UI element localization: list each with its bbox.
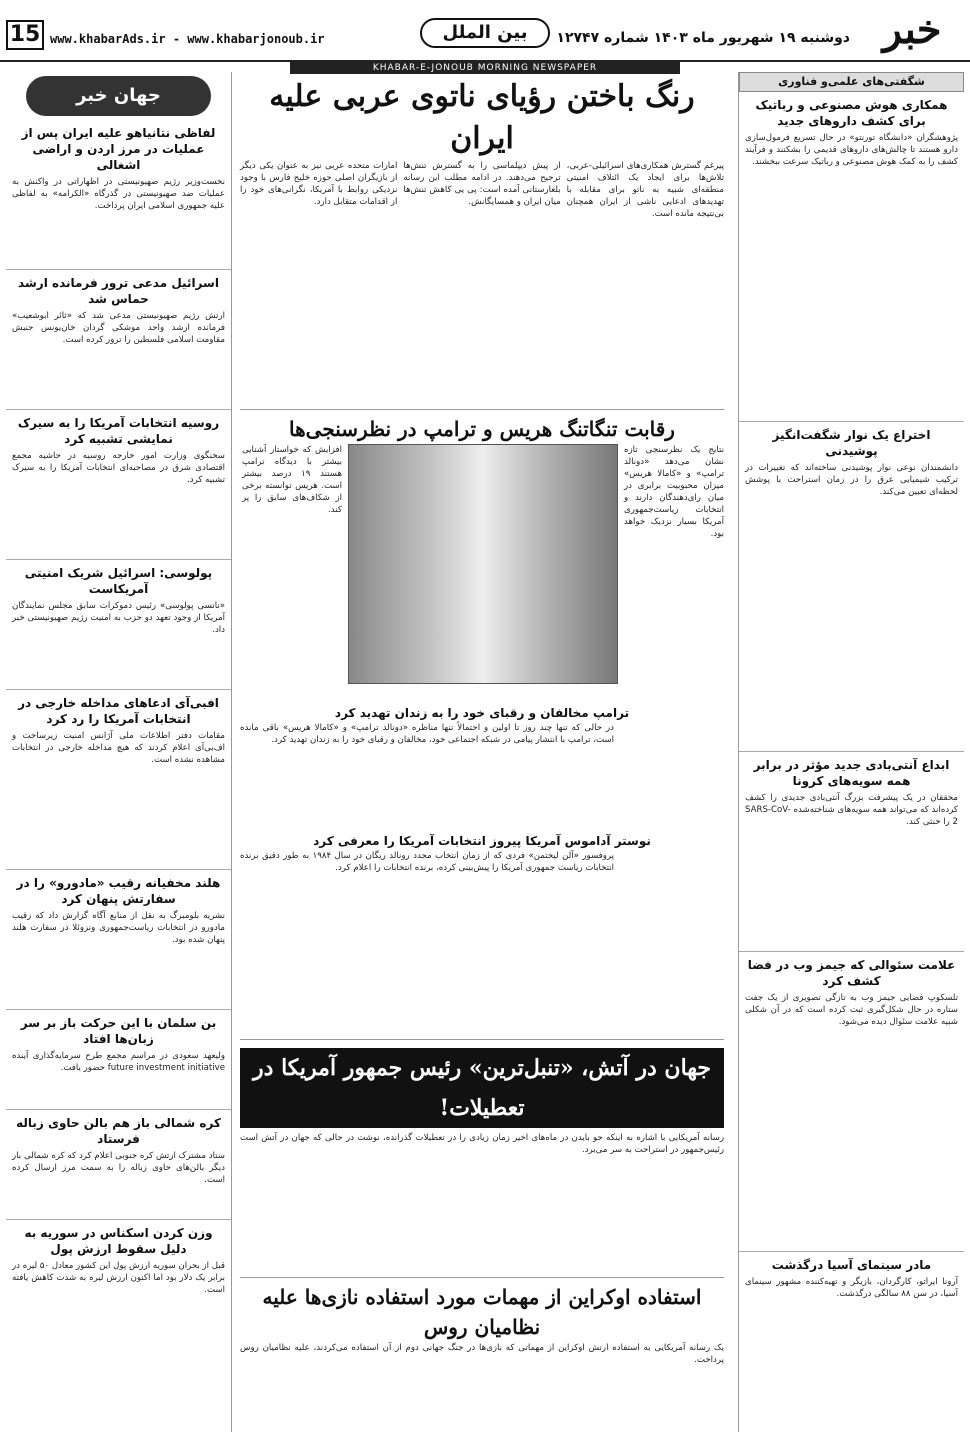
story-title: بن سلمان با این حرکت باز بر سر زبان‌ها افتاد: [20, 1016, 217, 1046]
story-text: نشریه بلومبرگ به نقل از منابع آگاه گزارش داد که رقیب مادورو در انتخابات ریاست‌جمهوری ونزوئلا در سفارت هلند پنهان شده بود.: [12, 911, 225, 945]
story-text: ولیعهد سعودی در مراسم مجمع طرح سرمایه‌گذاری آینده future investment initiative حضور یافت.: [12, 1051, 225, 1073]
story-title: روسیه انتخابات آمریکا را به سیرک نمایشی تشبیه کرد: [17, 416, 220, 446]
story-text: دانشمندان نوعی نوار پوشیدنی ساخته‌اند که تغییرات در ترکیب شیمیایی عرق را در زمان استراحت با پوشش لحظه‌ای تعیین می‌کند.: [745, 463, 958, 497]
story-text: «نانسی پولوسی» رئیس دموکرات سابق مجلس نمایندگان آمریکا از وجود تعهد دو حزب به امنیت رژیم صهیونیستی خبر داد.: [12, 601, 225, 635]
main-article: [240, 160, 724, 410]
issue-date: دوشنبه ۱۹ شهریور ماه ۱۴۰۳ شماره ۱۲۷۴۷: [556, 30, 850, 46]
story-text: سخنگوی وزارت امور خارجه روسیه در حاشیه مجمع اقتصادی شرق در مصاحبه‌ای انتخابات آمریکا را به سیرک تشبیه کرد.: [12, 451, 225, 485]
banner-headline: جهان در آتش، «تنبل‌ترین» رئیس جمهور آمریکا در تعطیلات!: [240, 1048, 724, 1128]
world-news-badge: جهان خبر: [26, 76, 211, 116]
site-urls[interactable]: www.khabarAds.ir - www.khabarjonoub.ir: [50, 32, 325, 46]
third-article: در حالی که تنها چند روز تا اولین و احتمالاً تنها مناظره «دونالد ترامپ» و «کامالا هریس» باقی مانده است، ترامپ با انتشار پیامی در شبکه اجتماعی خود، مخالفان و رقبای خود را به زندان تهدید کرد.: [240, 723, 614, 745]
world-story: [6, 410, 231, 560]
world-news-column: [6, 72, 232, 1432]
banner-article: رسانه آمریکایی با اشاره به اینکه جو بایدن در ماه‌های اخیر زمان زیادی را در تعطیلات گذرانده، نوشت در حالی که جهان در آتش است رئیس‌جمهور در استراحت به سر می‌برد.: [240, 1128, 724, 1278]
story-text: ارتش رژیم صهیونیستی مدعی شد که «ثائر ابوشعیب» فرمانده ارشد واحد موشکی گردان خان‌یونس جنبش مقاومت اسلامی فلسطین را ترور کرده است.: [12, 311, 225, 345]
world-story: [6, 870, 231, 1010]
article-column: افزایش که خواستار آشنایی بیشتر با دیدگاه ترامپ هستند ۱۹ درصد بیشتر است. هریس توانسته برخی از شکاف‌های سابق را پر کند.: [242, 445, 342, 515]
masthead: [0, 0, 970, 62]
story-text: قبل از بحران سوریه ارزش پول این کشور معادل ۵۰ لیره در برابر یک دلار بود اما اکنون ارزش لیره به شدت کاهش یافته است.: [11, 1261, 225, 1295]
page-number: 15: [6, 20, 44, 50]
science-story: [739, 752, 964, 952]
fourth-article: پروفسور «آلن لیختمن» فردی که از زمان انتخاب مجدد رونالد ریگان در سال ۱۹۸۴ به طور دقیق برنده انتخابات ریاست جمهوری آمریکا را پیش‌بینی کرده، برنده انتخابات را اعلام کرد.: [240, 850, 724, 1040]
story-title: وزن کردن اسکناس در سوریه به دلیل سقوط ارزش پول: [24, 1226, 213, 1256]
second-article: [240, 444, 724, 704]
science-story: [739, 422, 964, 752]
story-text: آرونا ایراتو، کارگردان، بازیگر و تهیه‌کننده مشهور سینمای آسیا، در سن ۸۸ سالگی درگذشت.: [745, 1277, 958, 1299]
science-story: [739, 92, 964, 422]
story-text: تلسکوپ فضایی جیمز وب به تازگی تصویری از یک جفت ستاره در حال شکل‌گیری ثبت کرده است که در آن شکلی شبیه علامت سئوال دیده می‌شود.: [745, 993, 958, 1027]
story-title: اسرائیل مدعی ترور فرمانده ارشد حماس شد: [18, 276, 219, 306]
main-content: [240, 76, 724, 1437]
world-story: [6, 690, 231, 870]
world-story: [6, 1010, 231, 1110]
story-title: افبی‌آی ادعاهای مداخله خارجی در انتخابات آمریکا را رد کرد: [18, 696, 219, 726]
last-article: یک رسانه آمریکایی به استفاده ارتش اوکراین از مهماتی که نازی‌ها در جنگ جهانی دوم از آن استفاده می‌کردند، علیه نظامیان روس پرداخت.: [240, 1343, 724, 1365]
world-story: [6, 120, 231, 270]
article-column: از پیش دیپلماسی را به گسترش تنش‌ها ترجیح می‌دهند. در ادامه مطلب این رسانه بلغارستانی آمده است: پی‌ یی کاهش تنش‌ها میان ایران و همسایگانش.: [403, 161, 561, 207]
science-column: [738, 72, 964, 1432]
main-headline: رنگ باختن رؤیای ناتوی عربی علیه ایران: [269, 79, 695, 156]
story-title: لفاظی نتانیاهو علیه ایران پس از عملیات در مرز اردن و اراضی اشغالی: [21, 126, 216, 172]
science-column-tag: شگفتی‌های علمی‌و فناوری: [739, 72, 964, 92]
candidates-photo: [348, 444, 618, 684]
story-text: ستاد مشترک ارتش کره جنوبی اعلام کرد که کره شمالی بار دیگر بالن‌های حاوی زباله را به سمت مرز ارسال کرده است.: [12, 1151, 225, 1185]
story-text: پژوهشگران «دانشگاه تورنتو» در حال تسریع فرمول‌سازی دارو هستند تا چالش‌های داروهای قدیمی‌ را بشکنند و فرآیند کشف را به کمک هوش مصنوعی و رباتیک سرعت ببخشند.: [745, 133, 958, 167]
story-text: محققان در یک پیشرفت بزرگ آنتی‌بادی جدیدی را کشف کرده‌اند که می‌تواند همه سویه‌های شناخته‌شده SARS-CoV-2 را خنثی کند.: [745, 793, 958, 827]
article-column: پیرغم گسترش همکاری‌های اسرائیلی-عربی، تلاش‌ها برای ایجاد یک ائتلاف امنیتی منطقه‌ای شبیه به ناتو برای مقابله با تهدیدهای ادعایی ناشی از ایران همچنان بی‌نتیجه مانده است.: [566, 161, 724, 219]
story-text: مقامات دفتر اطلاعات ملی آژانس امنیت زیرساخت و اف‌بی‌آی اعلام کردند که هیچ مداخله خارجی در انتخابات مشاهده نشده است.: [12, 731, 225, 765]
section-title: بین الملل: [420, 18, 550, 48]
science-story: [739, 1252, 964, 1422]
newspaper-logo: خبر: [882, 6, 942, 53]
science-story: [739, 952, 964, 1252]
world-story: [6, 1220, 231, 1330]
story-title: همکاری هوش مصنوعی و رباتیک برای کشف داروهای جدید: [755, 98, 948, 128]
story-text: نخست‌وزیر رژیم صهیونیستی در اظهاراتی در واکنش به عملیات ضد صهیونیستی در گذرگاه «الکرامه» به لفاظی علیه جمهوری اسلامی ایران پرداخت.: [12, 177, 225, 211]
story-title: پولوسی: اسرائیل شریک امنیتی آمریکاست: [24, 566, 213, 596]
newspaper-english-name: KHABAR-E-JONOUB MORNING NEWSPAPER: [290, 62, 680, 74]
world-story: [6, 560, 231, 690]
article-column: امارات متحده عربی نیز به عنوان یکی دیگر از بازیگران اصلی حوزه خلیج فارس با وجود نزدیکی روابط با آمریکا، نگرانی‌های خود را از اقدامات متقابل دارد.: [240, 161, 398, 207]
story-title: علامت سئوالی که جیمز وب در فضا کشف کرد: [747, 958, 956, 988]
world-story: [6, 270, 231, 410]
article-column: نتایج یک نظرسنجی تازه نشان می‌دهد «دونالد ترامپ» و «کامالا هریس» میزان محبوبیت برابری در میان رای‌دهندگان دارند و انتخابات ریاست‌جمهوری آمریکا بسیار نزدیک خواهد بود.: [624, 445, 724, 539]
third-headline: ترامپ مخالفان و رقبای خود را به زندان تهدید کرد: [334, 706, 630, 720]
story-title: ابداع آنتی‌بادی جدید مؤثر در برابر همه سویه‌های کرونا: [753, 758, 950, 788]
story-title: مادر سینمای آسیا درگذشت: [771, 1258, 932, 1272]
story-title: اختراع یک نوار شگفت‌انگیز پوشیدنی: [772, 428, 931, 458]
second-headline: رقابت تنگاتنگ هریس و ترامپ در نظرسنجی‌ها: [289, 417, 675, 441]
story-title: هلند مخفیانه رقیب «مادورو» را در سفارتش پنهان کرد: [16, 876, 221, 906]
fourth-headline: نوستر آداموس آمریکا پیروز انتخابات آمریکا را معرفی کرد: [313, 834, 651, 848]
last-headline: استفاده اوکراین از مهمات مورد استفاده نازی‌ها علیه نظامیان روس: [262, 1285, 702, 1339]
story-title: کره شمالی باز هم بالن حاوی زباله فرستاد: [16, 1116, 221, 1146]
world-story: [6, 1110, 231, 1220]
